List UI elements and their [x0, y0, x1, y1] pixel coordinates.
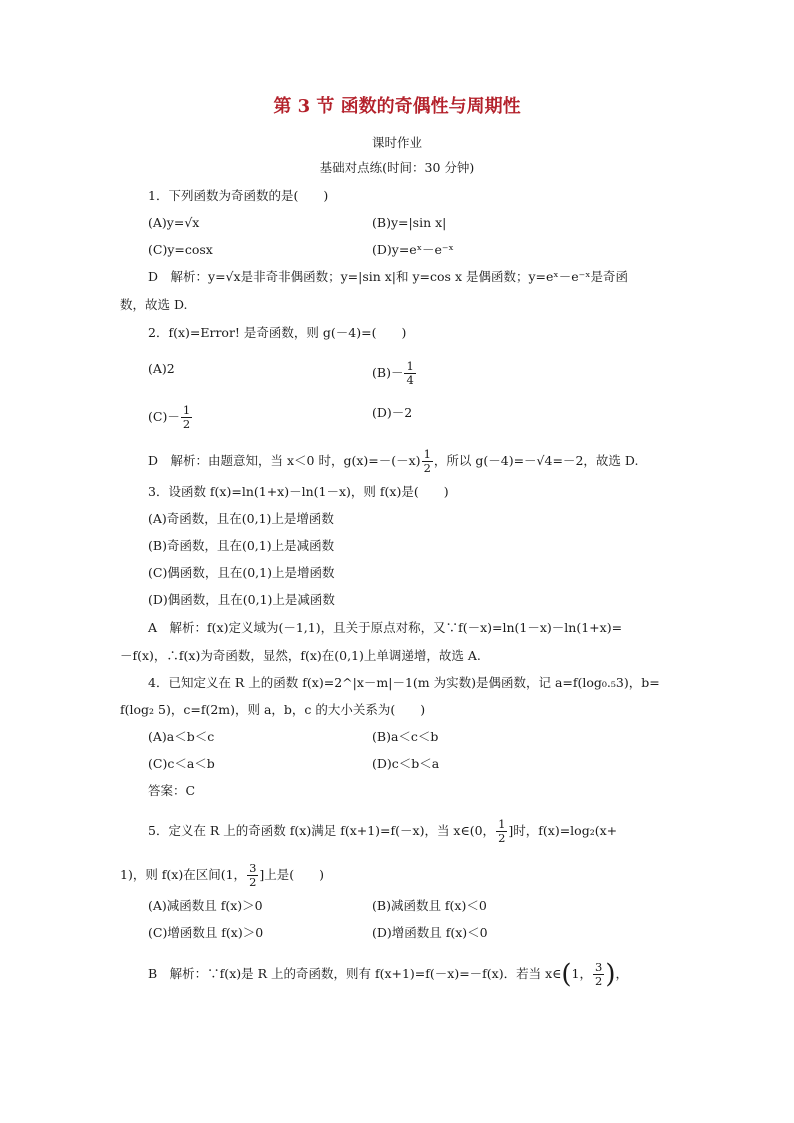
q2-option-a: (A)2	[148, 361, 175, 376]
q5-option-c: (C)增函数且 f(x)＞0	[148, 925, 264, 940]
q1-option-b: (B)y=|sin x|	[372, 215, 447, 230]
q4-option-b: (B)a＜c＜b	[372, 729, 439, 744]
q5-option-b: (B)减函数且 f(x)＜0	[372, 898, 487, 913]
q5-stem-line-2: 1)，则 f(x)在区间(1， $\frac{3}{2}$ ]上是( )	[120, 861, 325, 889]
q2-option-c: (C)－ $\frac{1}{2}$	[148, 403, 191, 431]
q3-answer-line-1: A 解析：f(x)定义域为(－1,1)，且关于原点对称，又∵f(－x)=ln(1－x)－ln(1+x)=	[148, 620, 623, 635]
q4-option-c: (C)c＜a＜b	[148, 756, 215, 771]
q4-option-a: (A)a＜b＜c	[148, 729, 215, 744]
fraction: $\frac{1}{4}$	[406, 359, 414, 387]
q1-answer-line-1: D 解析：y=√x是非奇非偶函数；y=|sin x|和 y=cos x 是偶函数；y=eˣ－e⁻ˣ是奇函	[148, 269, 628, 284]
q3-stem: 3．设函数 f(x)=ln(1+x)－ln(1－x)，则 f(x)是( )	[148, 484, 449, 499]
q5-answer: B 解析：∵f(x)是 R 上的奇函数，则有 f(x+1)=f(－x)=－f(x)．若当 x∈(1， $\frac{3}{2}$ )，	[148, 959, 628, 990]
q1-stem: 1．下列函数为奇函数的是( )	[148, 188, 329, 203]
q4-answer: 答案：C	[148, 783, 196, 798]
q3-option-b: (B)奇函数，且在(0,1)上是减函数	[148, 538, 335, 553]
q5-option-d: (D)增函数且 f(x)＜0	[372, 925, 488, 940]
q1-answer-line-2: 数，故选 D.	[120, 297, 188, 312]
fraction: $\frac{1}{2}$	[498, 817, 506, 845]
q3-option-c: (C)偶函数，且在(0,1)上是增函数	[148, 565, 335, 580]
q3-answer-line-2: －f(x)，∴f(x)为奇函数，显然，f(x)在(0,1)上单调递增，故选 A.	[120, 648, 481, 663]
q5-stem-line-1: 5．定义在 R 上的奇函数 f(x)满足 f(x+1)=f(－x)，当 x∈(0， $\frac{1}{2}$ ]时，f(x)=log₂(x+	[148, 817, 618, 845]
page-subtitle: 课时作业	[371, 135, 422, 150]
q4-stem-line-1: 4．已知定义在 R 上的函数 f(x)=2^|x－m|－1(m 为实数)是偶函数，记 a=f(log₀.₅3)，b=	[148, 675, 660, 690]
page-title: 第 3 节 函数的奇偶性与周期性	[273, 96, 521, 117]
q1-option-c: (C)y=cosx	[148, 242, 213, 257]
q2-answer: D 解析：由题意知，当 x＜0 时，g(x)=－(－x) $\frac{1}{2}$ ，所以 g(－4)=－√4=－2，故选 D.	[148, 447, 639, 475]
fraction: $\frac{3}{2}$	[595, 960, 603, 988]
q1-option-a: (A)y=√x	[148, 215, 200, 230]
q4-stem-line-2: f(log₂ 5)，c=f(2m)，则 a，b，c 的大小关系为( )	[120, 702, 426, 717]
q4-option-d: (D)c＜b＜a	[372, 756, 440, 771]
q2-stem: 2．f(x)=Error! 是奇函数，则 g(－4)=( )	[148, 325, 407, 340]
q1-option-d: (D)y=eˣ－e⁻ˣ	[372, 242, 454, 257]
section-heading: 基础对点练(时间：30 分钟)	[319, 160, 475, 175]
fraction: $\frac{1}{2}$	[182, 403, 191, 431]
q2-option-b: (B)－ $\frac{1}{4}$	[372, 359, 414, 387]
q5-option-a: (A)减函数且 f(x)＞0	[148, 898, 263, 913]
q3-option-a: (A)奇函数，且在(0,1)上是增函数	[148, 511, 334, 526]
fraction: $\frac{3}{2}$	[249, 861, 257, 889]
q2-option-d: (D)－2	[372, 405, 413, 420]
fraction: $\frac{1}{2}$	[423, 447, 431, 475]
q3-option-d: (D)偶函数，且在(0,1)上是减函数	[148, 592, 335, 607]
